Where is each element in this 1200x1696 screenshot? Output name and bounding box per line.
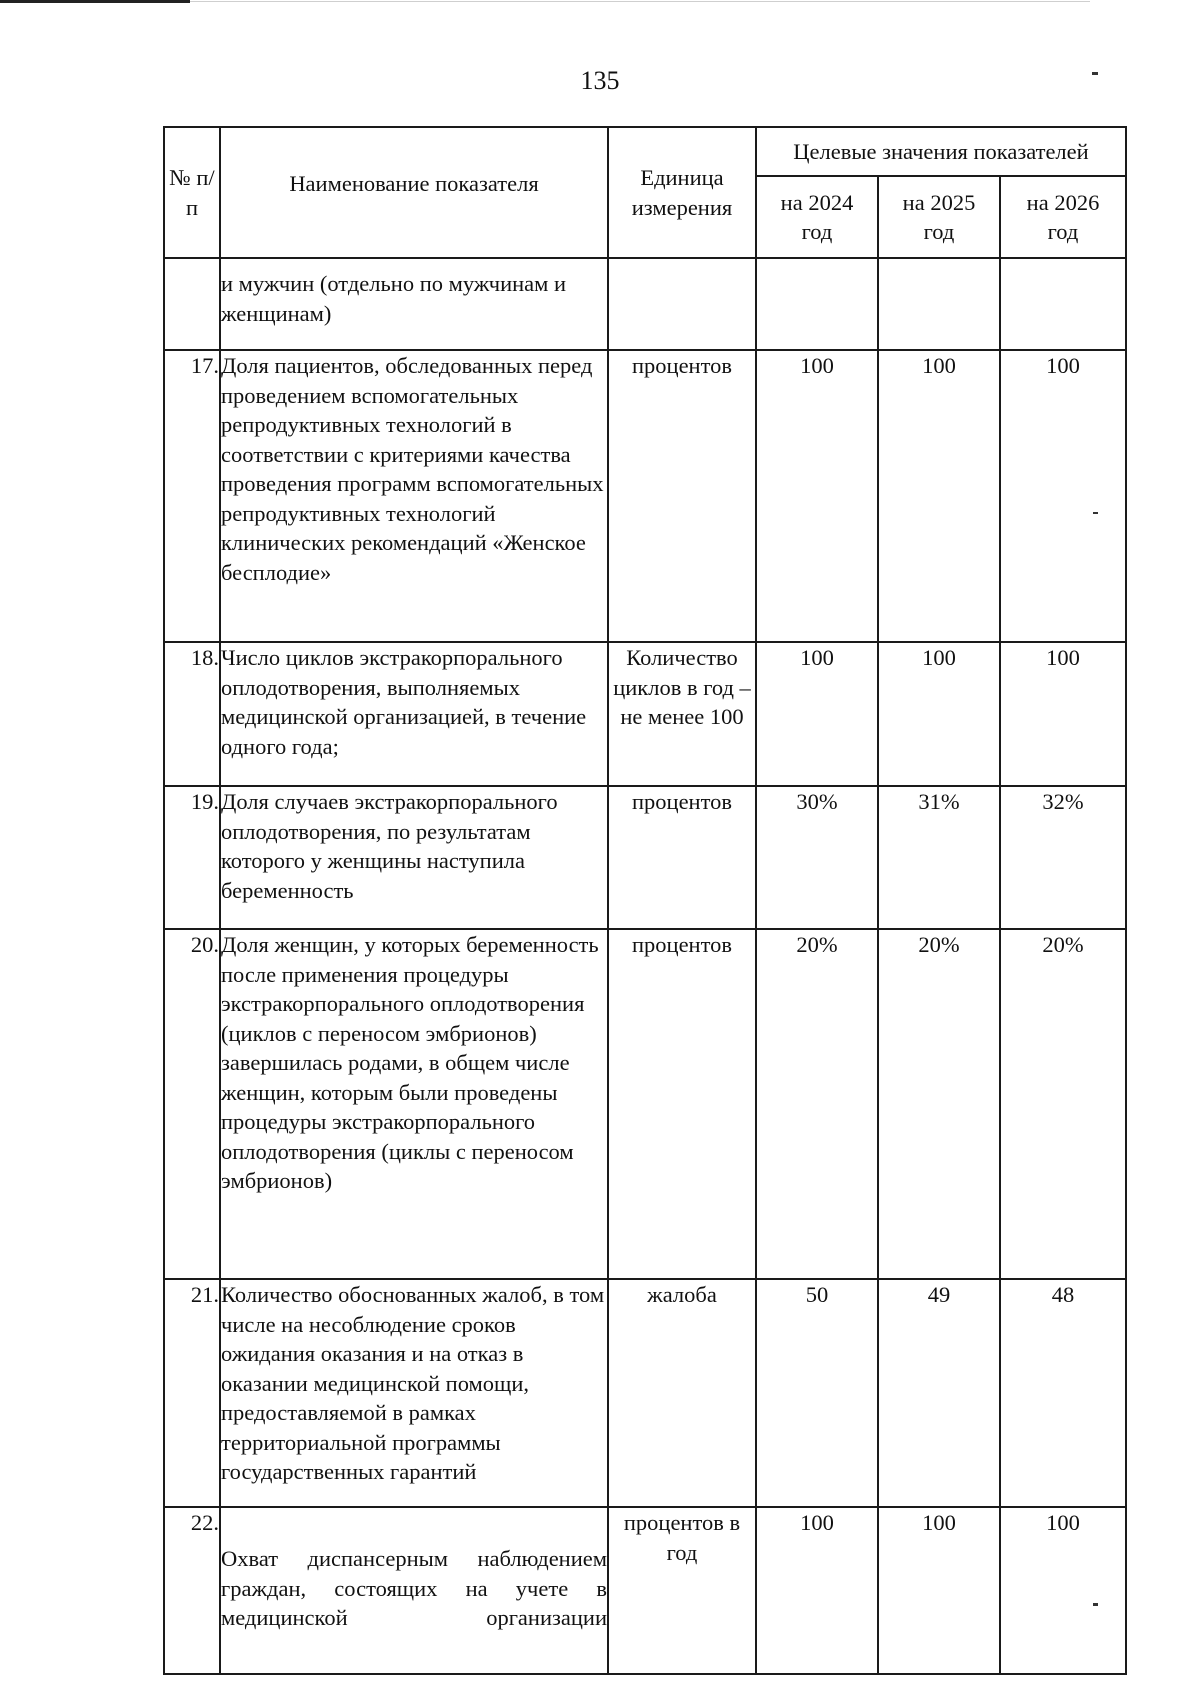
row-name: Доля женщин, у которых беременность после применения процедуры экстракорпорального оплодотворения (циклов с переносом эмбрионов) завершилась родами, в общем числе женщин, которым были проведены процедуры экстракорпорального оплодотворения (циклы с переносом эмбрионов) bbox=[220, 929, 608, 1279]
row-value-2024: 50 bbox=[756, 1279, 878, 1507]
row-value-2024 bbox=[756, 258, 878, 350]
row-value-2025: 20% bbox=[878, 929, 1000, 1279]
row-value-2024: 20% bbox=[756, 929, 878, 1279]
table-row bbox=[164, 786, 1126, 929]
table-row bbox=[164, 1279, 1126, 1507]
row-value-2026: 32% bbox=[1000, 786, 1126, 929]
row-value-2026 bbox=[1000, 258, 1126, 350]
header-num: № п/п bbox=[164, 127, 220, 258]
row-value-2026: 48 bbox=[1000, 1279, 1126, 1507]
table-row bbox=[164, 929, 1126, 1279]
row-value-2025: 100 bbox=[878, 642, 1000, 786]
row-value-2024: 30% bbox=[756, 786, 878, 929]
table-row bbox=[164, 350, 1126, 642]
row-unit: жалоба bbox=[608, 1279, 756, 1507]
row-value-2024: 100 bbox=[756, 350, 878, 642]
row-unit: процентов bbox=[608, 350, 756, 642]
table-row bbox=[164, 642, 1126, 786]
table-row bbox=[164, 258, 1126, 350]
scan-edge-line bbox=[190, 1, 1090, 2]
row-value-2025: 31% bbox=[878, 786, 1000, 929]
header-year-2024: на 2024 год bbox=[756, 176, 878, 258]
row-num bbox=[164, 258, 220, 350]
table-row bbox=[164, 1507, 1126, 1674]
row-value-2025 bbox=[878, 258, 1000, 350]
row-name: Доля случаев экстракорпорального оплодотворения, по результатам которого у женщины наступила беременность bbox=[220, 786, 608, 929]
row-value-2026: 100 bbox=[1000, 350, 1126, 642]
row-value-2026: 100 bbox=[1000, 1507, 1126, 1674]
row-unit: процентов bbox=[608, 786, 756, 929]
header-unit: Единица измерения bbox=[608, 127, 756, 258]
row-value-2025: 100 bbox=[878, 1507, 1000, 1674]
indicators-table bbox=[163, 126, 1127, 1675]
row-value-2024: 100 bbox=[756, 642, 878, 786]
header-year-2026: на 2026 год bbox=[1000, 176, 1126, 258]
row-unit bbox=[608, 258, 756, 350]
row-name: Доля пациентов, обследованных перед проведением вспомогательных репродуктивных технологий в соответствии с критериями качества проведения программ вспомогательных репродуктивных технологий клинических рекомендаций «Женское бесплодие» bbox=[220, 350, 608, 642]
row-num: 18. bbox=[164, 642, 220, 786]
row-num: 19. bbox=[164, 786, 220, 929]
page-number: 135 bbox=[580, 66, 620, 95]
row-name: Количество обоснованных жалоб, в том числе на несоблюдение сроков ожидания оказания и на отказ в оказании медицинской помощи, предоставляемой в рамках территориальной программы государственных гарантий bbox=[220, 1279, 608, 1507]
row-num: 21. bbox=[164, 1279, 220, 1507]
row-value-2024: 100 bbox=[756, 1507, 878, 1674]
row-unit: процентов bbox=[608, 929, 756, 1279]
row-num: 22. bbox=[164, 1507, 220, 1674]
row-name: Охват диспансерным наблюдением граждан, состоящих на учете в медицинской организации bbox=[220, 1507, 608, 1674]
row-unit: Количество циклов в год – не менее 100 bbox=[608, 642, 756, 786]
row-value-2025: 100 bbox=[878, 350, 1000, 642]
row-value-2026: 20% bbox=[1000, 929, 1126, 1279]
row-value-2026: 100 bbox=[1000, 642, 1126, 786]
row-name: Число циклов экстракорпорального оплодотворения, выполняемых медицинской организацией, в течение одного года; bbox=[220, 642, 608, 786]
scan-edge-mark bbox=[0, 0, 190, 3]
header-target-values: Целевые значения показателей bbox=[756, 127, 1126, 176]
row-unit: процентов в год bbox=[608, 1507, 756, 1674]
row-value-2025: 49 bbox=[878, 1279, 1000, 1507]
row-name: и мужчин (отдельно по мужчинам и женщинам) bbox=[220, 258, 608, 350]
header-year-2025: на 2025 год bbox=[878, 176, 1000, 258]
header-name: Наименование показателя bbox=[220, 127, 608, 258]
row-num: 20. bbox=[164, 929, 220, 1279]
row-num: 17. bbox=[164, 350, 220, 642]
